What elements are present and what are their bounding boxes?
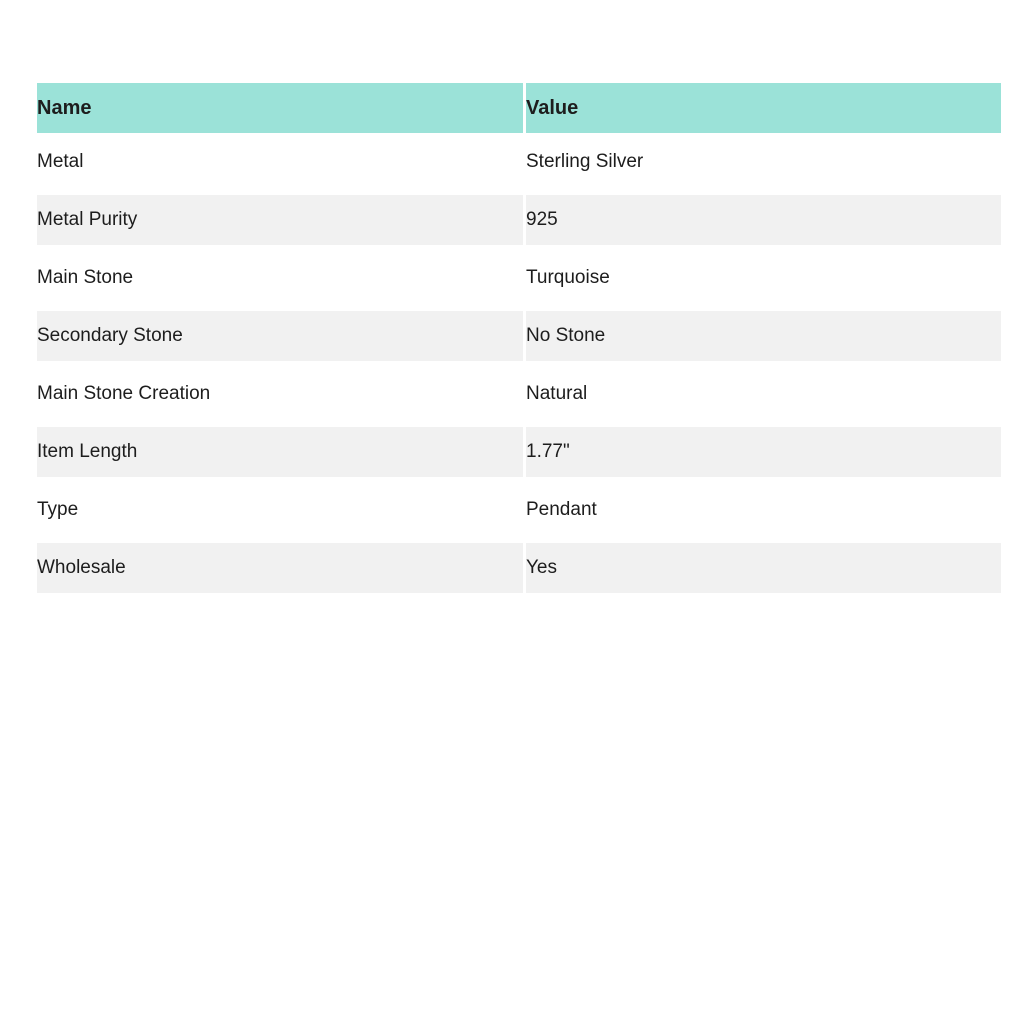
table-row	[37, 423, 1001, 481]
table-row	[37, 191, 1001, 249]
table-body	[37, 133, 1001, 597]
attribute-value-cell: No Stone	[523, 307, 1001, 365]
attributes-table	[37, 83, 1001, 597]
attributes-table-container	[37, 83, 1001, 597]
table-row	[37, 365, 1001, 423]
attribute-name-cell: Metal Purity	[37, 191, 523, 249]
attribute-name-cell: Item Length	[37, 423, 523, 481]
attribute-name-cell: Main Stone	[37, 249, 523, 307]
attribute-value-cell: Pendant	[523, 481, 1001, 539]
attribute-name-cell: Secondary Stone	[37, 307, 523, 365]
column-header-value: Value	[523, 83, 1001, 133]
attribute-value-cell: 925	[523, 191, 1001, 249]
table-row	[37, 307, 1001, 365]
attribute-name-cell: Main Stone Creation	[37, 365, 523, 423]
attribute-value-cell: Yes	[523, 539, 1001, 597]
header-row	[37, 83, 1001, 133]
attribute-name-cell: Type	[37, 481, 523, 539]
attribute-value-cell: Natural	[523, 365, 1001, 423]
attribute-value-cell: 1.77"	[523, 423, 1001, 481]
table-row	[37, 481, 1001, 539]
table-row	[37, 133, 1001, 191]
attribute-value-cell: Turquoise	[523, 249, 1001, 307]
column-header-name: Name	[37, 83, 523, 133]
attribute-name-cell: Wholesale	[37, 539, 523, 597]
table-row	[37, 249, 1001, 307]
attribute-value-cell: Sterling Silver	[523, 133, 1001, 191]
table-header	[37, 83, 1001, 133]
table-row	[37, 539, 1001, 597]
attribute-name-cell: Metal	[37, 133, 523, 191]
